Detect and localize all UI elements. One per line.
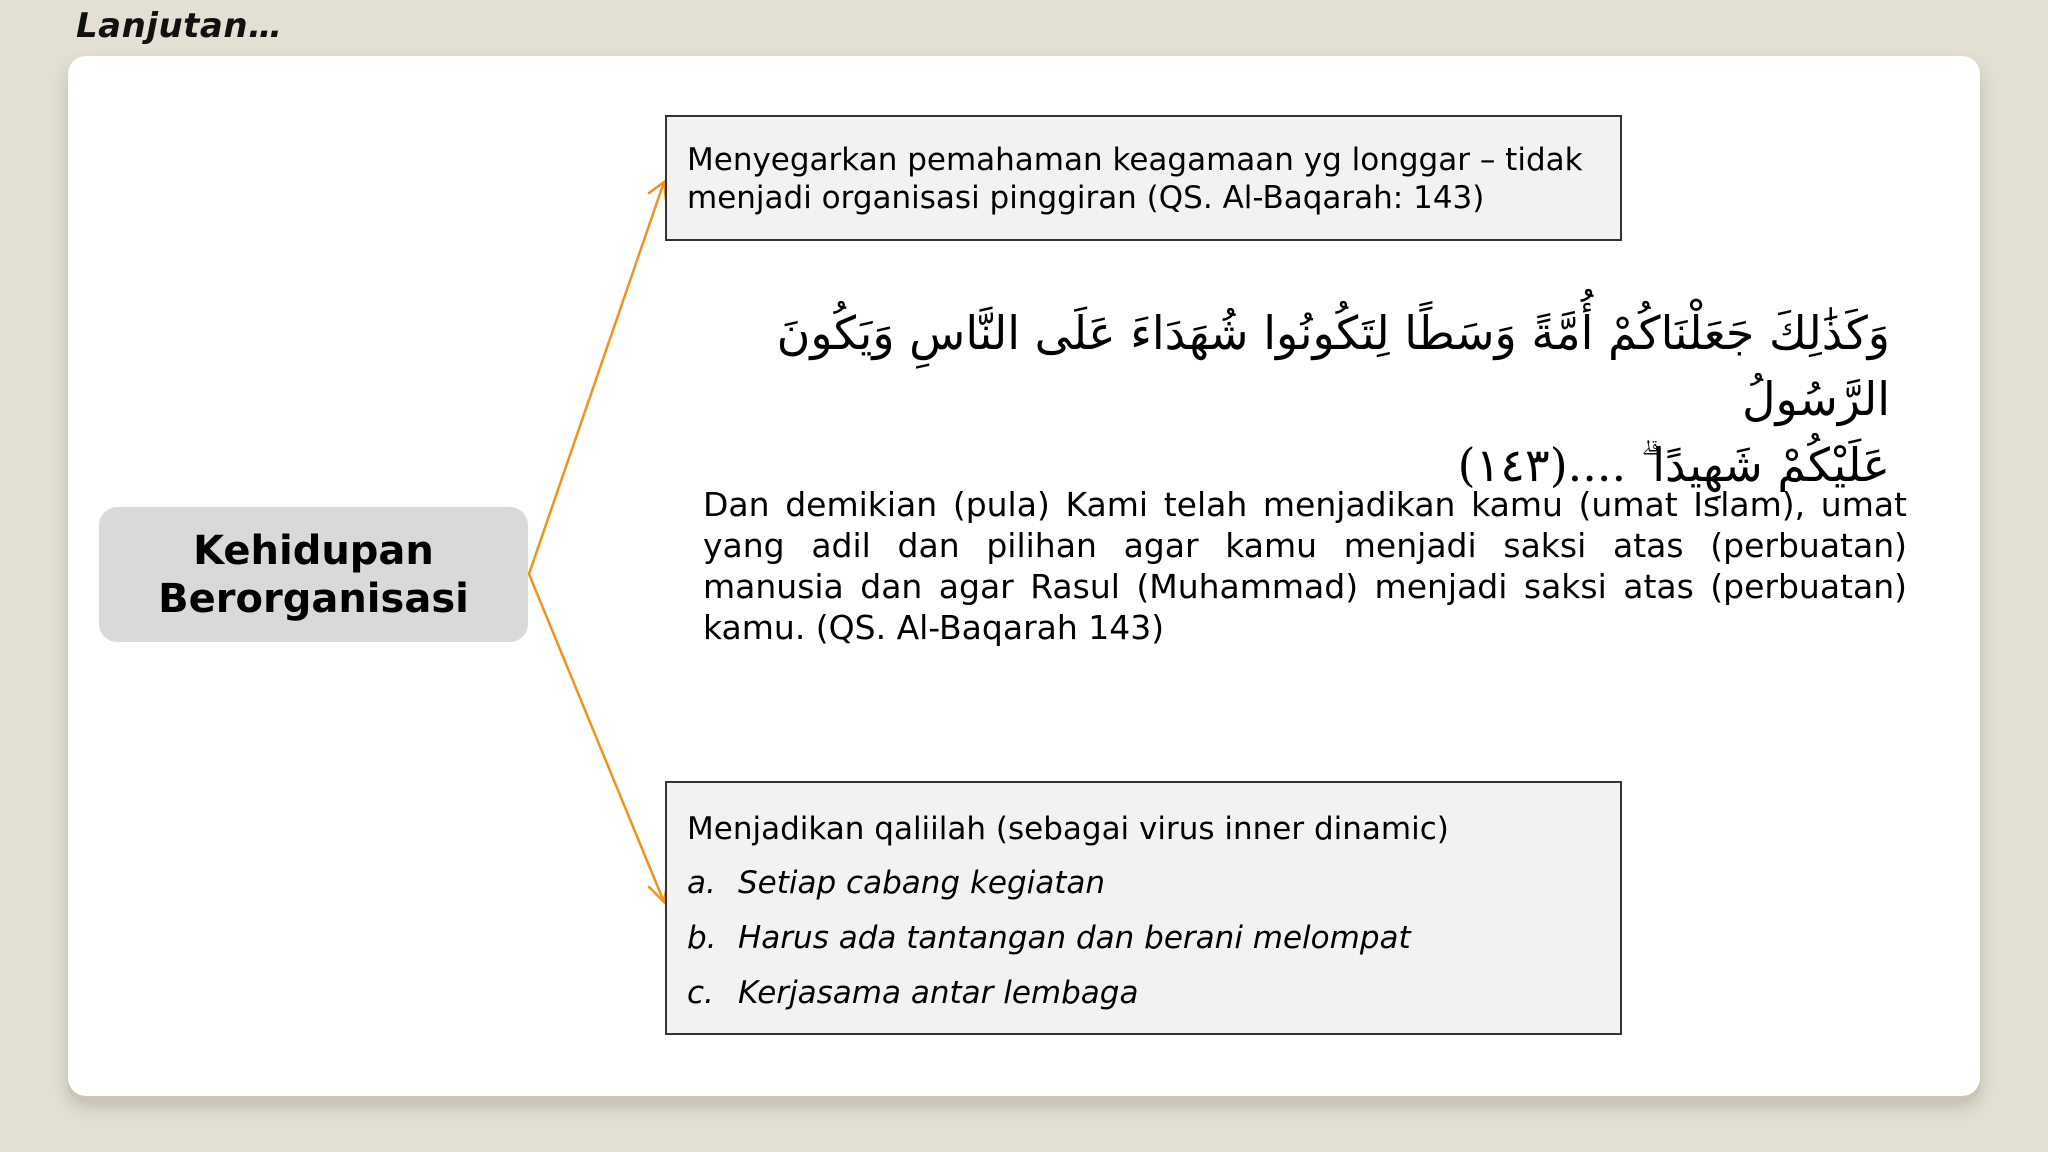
list-item <box>687 863 1600 903</box>
list-item <box>687 918 1600 958</box>
list-item-text: Kerjasama antar lembaga <box>738 975 1139 1011</box>
verse-translation: Dan demikian (pula) Kami telah menjadikan kamu (umat Islam), umat yang adil dan pilihan agar kamu menjadi saksi atas (perbuatan) manusia dan agar Rasul (Muhammad) menjadi saksi atas (perbuatan) kamu. (QS. Al-Baqarah 143) <box>703 485 1907 647</box>
bottom-box-heading: Menjadikan qaliilah (sebagai virus inner dinamic) <box>687 811 1449 847</box>
list-item-text: Harus ada tantangan dan berani melompat <box>738 920 1411 956</box>
list-marker: b. <box>687 920 717 956</box>
list-marker: c. <box>687 975 714 1011</box>
topic-box <box>99 507 528 642</box>
top-text-box <box>665 115 1622 241</box>
quran-verse <box>690 300 1890 498</box>
arrow-up-line <box>529 182 664 574</box>
arrow-down-line <box>529 574 664 902</box>
list-item-text: Setiap cabang kegiatan <box>738 865 1106 901</box>
page-title: Lanjutan… <box>76 6 283 46</box>
bottom-text-box <box>665 781 1622 1035</box>
topic-line-1: Kehidupan <box>193 527 434 574</box>
list-item <box>687 973 1600 1013</box>
verse-line-1: وَكَذَٰلِكَ جَعَلْنَاكُمْ أُمَّةً وَسَطًا لِتَكُونُوا شُهَدَاءَ عَلَى النَّاسِ وَيَكُونَ الرَّسُولُ <box>776 306 1890 426</box>
list-marker: a. <box>687 865 716 901</box>
verse-line-2: عَلَيْكُمْ شَهِيدًا ۗ ....(١٤٣) <box>1457 438 1890 492</box>
top-box-text: Menyegarkan pemahaman keagamaan yg longgar – tidak menjadi organisasi pinggiran (QS. Al-Baqarah: 143) <box>687 142 1583 216</box>
topic-line-2: Berorganisasi <box>158 575 469 622</box>
